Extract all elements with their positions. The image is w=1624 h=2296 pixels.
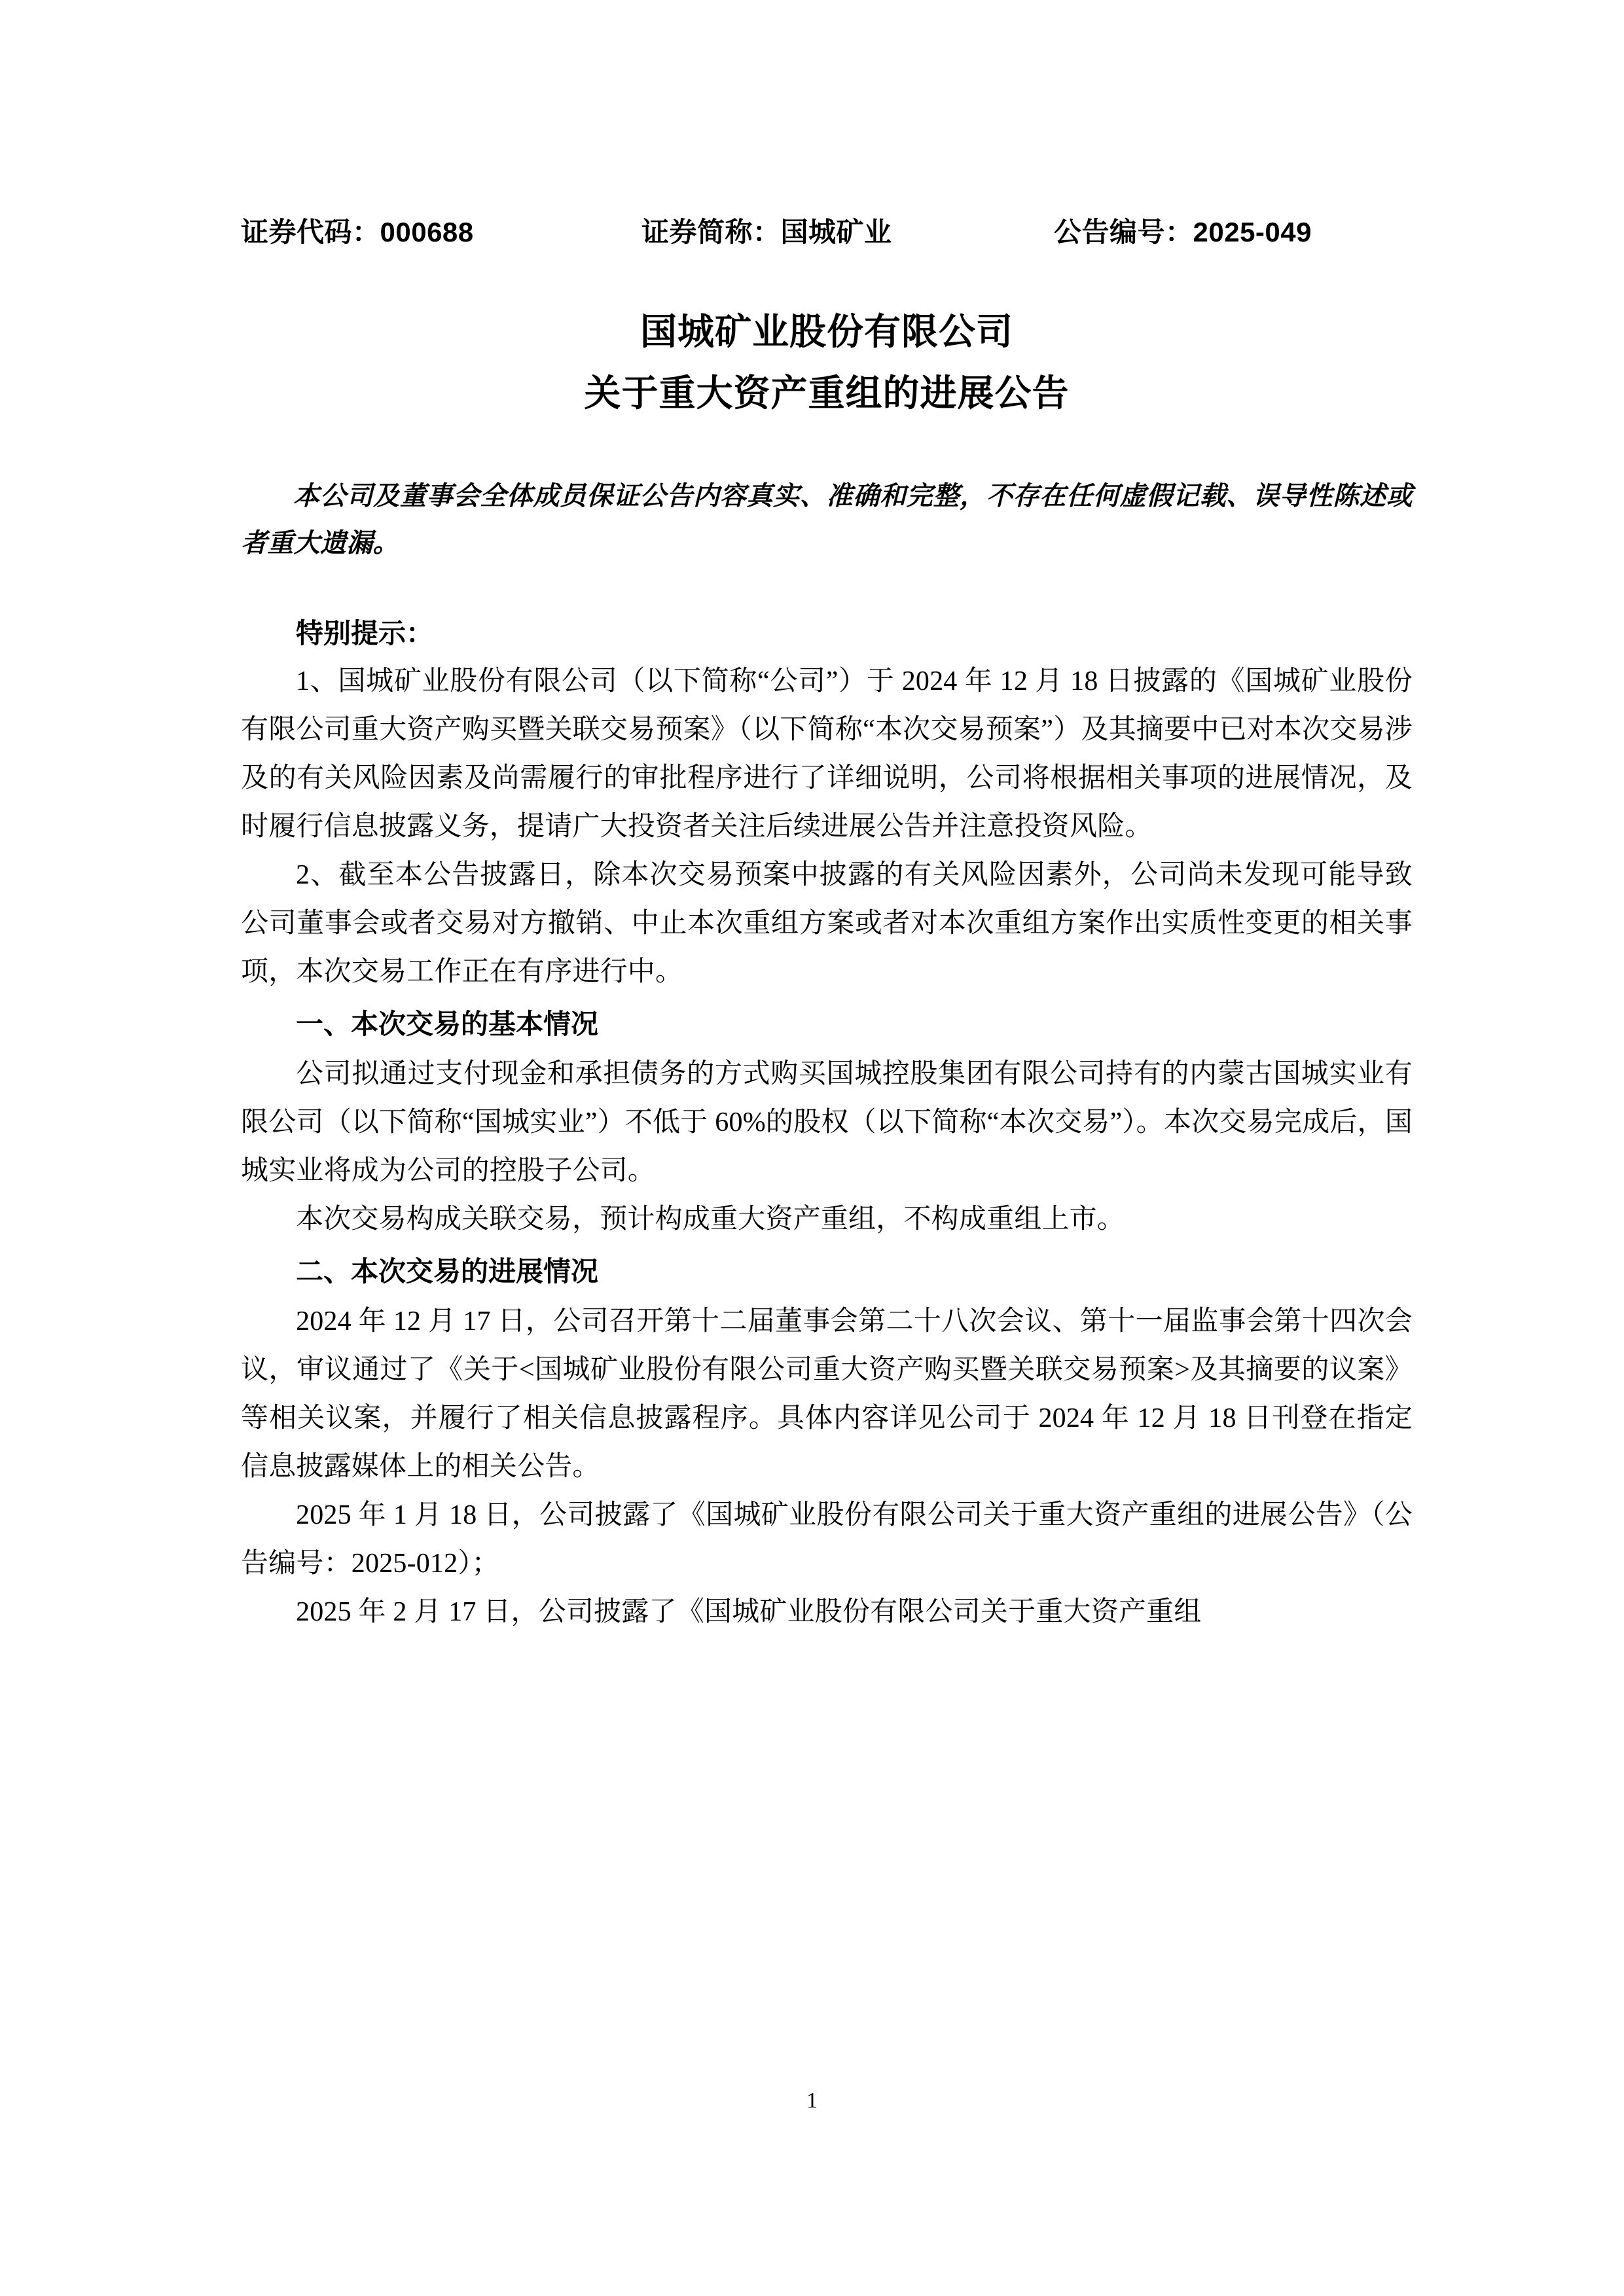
disclaimer-statement: 本公司及董事会全体成员保证公告内容真实、准确和完整，不存在任何虚假记载、误导性陈述或者重大遗漏。 xyxy=(241,481,1413,558)
document-header xyxy=(241,0,1413,250)
title-subject: 关于重大资产重组的进展公告 xyxy=(584,372,1070,414)
page-content xyxy=(241,0,1413,1636)
section-1-paragraph-1: 公司拟通过支付现金和承担债务的方式购买国城控股集团有限公司持有的内蒙古国城实业有限公司（以下简称“国城实业”）不低于 60%的股权（以下简称“本次交易”）。本次交易完成后，国城实业将成为公司的控股子公司。 xyxy=(241,1059,1413,1186)
security-code: 证券代码：000688 xyxy=(241,217,474,247)
section-heading-1: 一、本次交易的基本情况 xyxy=(296,1009,599,1039)
special-tip-heading: 特别提示： xyxy=(296,618,434,649)
special-tip-item-1: 1、国城矿业股份有限公司（以下简称“公司”）于 2024 年 12 月 18 日披露的《国城矿业股份有限公司重大资产购买暨关联交易预案》（以下简称“本次交易预案”）及其摘要中已对本次交易涉及的有关风险因素及尚需履行的审批程序进行了详细说明，公司将根据相关事项的进展情况，及时履行信息披露义务，提请广大投资者关注后续进展公告并注意投资风险。 xyxy=(241,666,1413,842)
section-2-paragraph-1: 2024 年 12 月 17 日，公司召开第十二届董事会第二十八次会议、第十一届监事会第十四次会议，审议通过了《关于<国城矿业股份有限公司重大资产购买暨关联交易预案>及其摘要的议案》等相关议案，并履行了相关信息披露程序。具体内容详见公司于 2024 年 12 月 18 日刊登在指定信息披露媒体上的相关公告。 xyxy=(241,1306,1413,1482)
special-tip-item-2: 2、截至本公告披露日，除本次交易预案中披露的有关风险因素外，公司尚未发现可能导致公司董事会或者交易对方撤销、中止本次重组方案或者对本次重组方案作出实质性变更的相关事项，本次交易工作正在有序进行中。 xyxy=(241,860,1413,987)
page-number: 1 xyxy=(806,2089,818,2113)
page-title xyxy=(241,301,1413,424)
section-2-paragraph-2: 2025 年 1 月 18 日，公司披露了《国城矿业股份有限公司关于重大资产重组的进展公告》（公告编号：2025-012）； xyxy=(241,1500,1413,1579)
title-company-name: 国城矿业股份有限公司 xyxy=(640,311,1013,352)
section-2-paragraph-3: 2025 年 2 月 17 日，公司披露了《国城矿业股份有限公司关于重大资产重组 xyxy=(296,1597,1202,1627)
security-abbreviation: 证券简称：国城矿业 xyxy=(641,217,892,247)
announcement-number: 公告编号：2025-049 xyxy=(1054,217,1312,247)
section-1-paragraph-2: 本次交易构成关联交易，预计构成重大资产重组，不构成重组上市。 xyxy=(296,1204,1125,1234)
section-heading-2: 二、本次交易的进展情况 xyxy=(296,1256,599,1287)
